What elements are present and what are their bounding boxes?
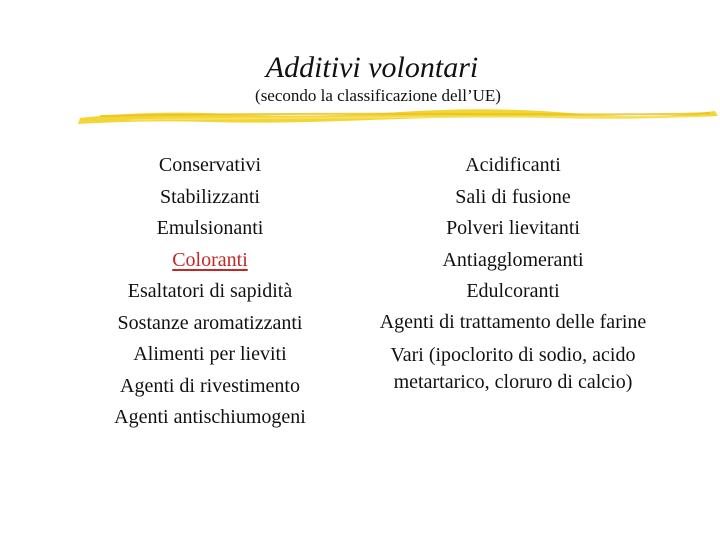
left-additives-list [80, 150, 340, 434]
list-item: Agenti di trattamento delle farine [379, 310, 647, 333]
slide-subtitle: (secondo la classificazione dell’UE) [255, 86, 501, 105]
list-item: Acidificanti [465, 154, 561, 176]
list-item: Edulcoranti [466, 280, 560, 302]
list-item: Emulsionanti [156, 217, 264, 239]
list-item: Conservativi [158, 154, 262, 176]
list-item: Agenti di rivestimento [120, 374, 300, 397]
list-item: Sostanze aromatizzanti [117, 311, 303, 334]
list-item: Vari (ipoclorito di sodio, acido metartarico, cloruro di calcio) [390, 343, 636, 393]
list-item: Stabilizzanti [160, 185, 260, 208]
list-item: Sali di fusione [455, 185, 571, 208]
slide-title: Additivi volontari [265, 51, 479, 84]
list-item: Agenti antischiumogeni [114, 406, 306, 428]
list-item-highlighted[interactable]: Coloranti [172, 248, 248, 271]
right-additives-list [378, 150, 648, 405]
title-underline-brush [70, 104, 720, 128]
list-item: Esaltatori di sapidità [127, 280, 293, 302]
list-item: Polveri lievitanti [446, 217, 580, 239]
list-item: Antiagglomeranti [442, 248, 584, 271]
list-item: Alimenti per lieviti [133, 343, 287, 365]
